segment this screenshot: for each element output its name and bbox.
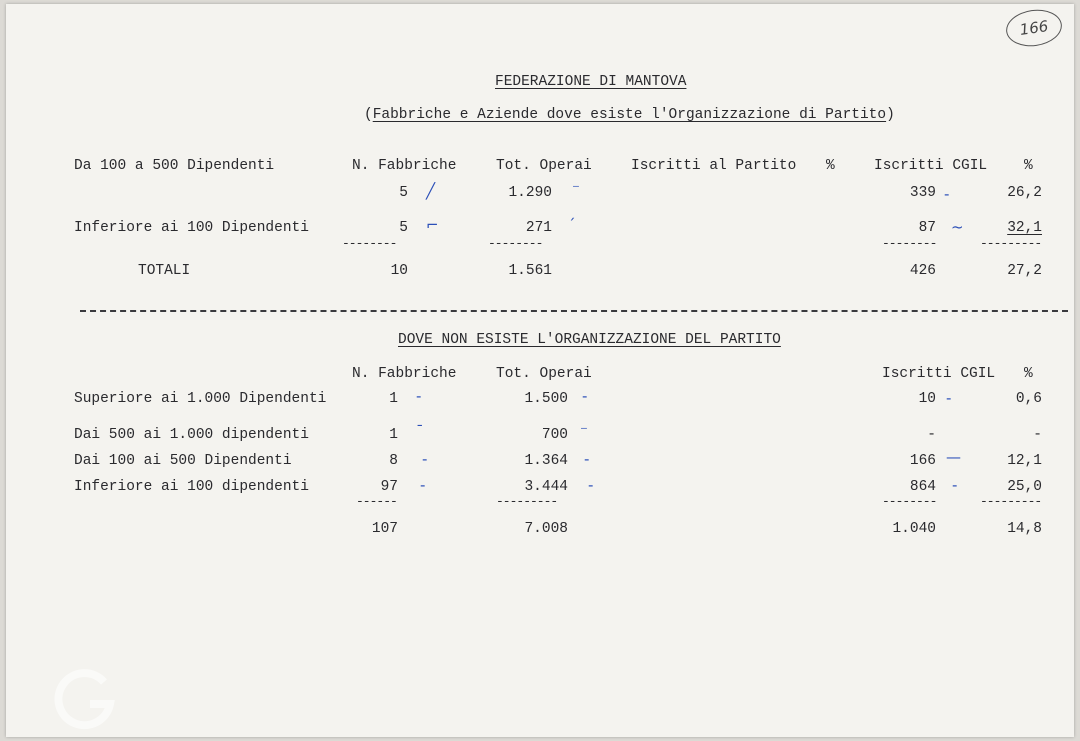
check-mark-icon: - [588, 476, 594, 494]
check-mark-icon: ˉ [416, 422, 424, 440]
s1-row1-operai: 1.290 [508, 185, 552, 201]
s1-totals-pct: 27,2 [1007, 263, 1042, 279]
page-number-stamp: 166 [1004, 6, 1064, 49]
subtotal-rule: -------- [342, 236, 397, 251]
check-mark-icon: - [584, 450, 590, 468]
s1-totals-operai: 1.561 [508, 263, 552, 279]
header-percent-cgil: % [1024, 158, 1033, 174]
s2-row-label: Superiore ai 1.000 Dipendenti [74, 391, 327, 407]
s2-row-cgil: 864 [909, 479, 936, 495]
s1-row2-cgil: 87 [918, 220, 936, 236]
s1-totals-n: 10 [390, 263, 408, 279]
check-mark-icon: ˊ [568, 216, 576, 234]
s2-header-percent: % [1024, 366, 1033, 382]
document-subtitle: (Fabbriche e Aziende dove esiste l'Organizzazione di Partito) [364, 107, 895, 123]
check-mark-icon: - [416, 387, 422, 405]
s2-row-operai: 3.444 [524, 479, 568, 495]
check-mark-icon: - [420, 476, 426, 494]
check-mark-icon: ⌐ [426, 216, 439, 234]
check-mark-icon: - [582, 387, 588, 405]
s2-totals-pct: 14,8 [1007, 521, 1042, 537]
s2-totals-cgil: 1.040 [892, 521, 936, 537]
subtotal-rule: --------- [980, 236, 1042, 251]
header-iscritti-cgil: Iscritti CGIL [874, 158, 988, 174]
document-title: FEDERAZIONE DI MANTOVA [495, 74, 687, 90]
s2-header-n-fabbriche: N. Fabbriche [352, 366, 457, 382]
check-mark-icon: - [422, 450, 428, 468]
subtotal-rule: ------ [356, 494, 397, 509]
s2-row-cgil: - [927, 427, 936, 443]
s1-totals-cgil: 426 [909, 263, 936, 279]
s2-row-n: 8 [389, 453, 398, 469]
subtotal-rule: -------- [882, 236, 937, 251]
s2-row-operai: 1.500 [524, 391, 568, 407]
check-mark-icon: - [944, 185, 950, 203]
section1-category-header: Da 100 a 500 Dipendenti [74, 158, 275, 174]
s2-row-n: 1 [389, 427, 398, 443]
section2-title: DOVE NON ESISTE L'ORGANIZZAZIONE DEL PARTITO [398, 332, 781, 348]
header-percent-partito: % [826, 158, 835, 174]
s1-row1-n: 5 [399, 185, 408, 201]
section-divider [80, 310, 1068, 312]
s1-row2-label: Inferiore ai 100 Dipendenti [74, 220, 309, 236]
s2-row-cgil: 10 [918, 391, 936, 407]
s2-row-label: Inferiore ai 100 dipendenti [74, 479, 309, 495]
check-mark-icon: — [946, 448, 961, 466]
check-mark-icon: ~ [951, 218, 964, 236]
s2-row-n: 97 [380, 479, 398, 495]
s1-totals-label: TOTALI [138, 263, 191, 279]
s2-header-tot-operai: Tot. Operai [496, 366, 592, 382]
subtotal-rule: --------- [980, 494, 1042, 509]
header-iscritti-partito: Iscritti al Partito [631, 158, 797, 174]
s2-totals-operai: 7.008 [524, 521, 568, 537]
check-mark-icon: ⁻ [580, 422, 588, 440]
s2-row-label: Dai 500 ai 1.000 dipendenti [74, 427, 309, 443]
s1-row1-pct: 26,2 [1007, 185, 1042, 201]
header-tot-operai: Tot. Operai [496, 158, 592, 174]
s1-row1-cgil: 339 [909, 185, 936, 201]
header-n-fabbriche: N. Fabbriche [352, 158, 457, 174]
check-mark-icon: - [952, 476, 958, 494]
s2-row-pct: 25,0 [1007, 479, 1042, 495]
s2-row-label: Dai 100 ai 500 Dipendenti [74, 453, 292, 469]
check-mark-icon: ╱ [426, 182, 436, 200]
subtotal-rule: --------- [496, 494, 558, 509]
s2-row-operai: 1.364 [524, 453, 568, 469]
s2-row-pct: 0,6 [1015, 391, 1042, 407]
check-mark-icon: ⁻ [572, 180, 580, 198]
s2-totals-n: 107 [371, 521, 398, 537]
s2-row-pct: - [1033, 427, 1042, 443]
s2-row-n: 1 [389, 391, 398, 407]
check-mark-icon: - [946, 389, 952, 407]
s2-row-cgil: 166 [909, 453, 936, 469]
subtotal-rule: -------- [882, 494, 937, 509]
watermark-g-icon [52, 662, 122, 732]
s1-row2-n: 5 [399, 220, 408, 236]
document-page [6, 4, 1074, 737]
s2-row-pct: 12,1 [1007, 453, 1042, 469]
subtotal-rule: -------- [488, 236, 543, 251]
s1-row2-operai: 271 [525, 220, 552, 236]
s1-row2-pct: 32,1 [1007, 220, 1042, 236]
s2-header-iscritti-cgil: Iscritti CGIL [882, 366, 996, 382]
s2-row-operai: 700 [541, 427, 568, 443]
